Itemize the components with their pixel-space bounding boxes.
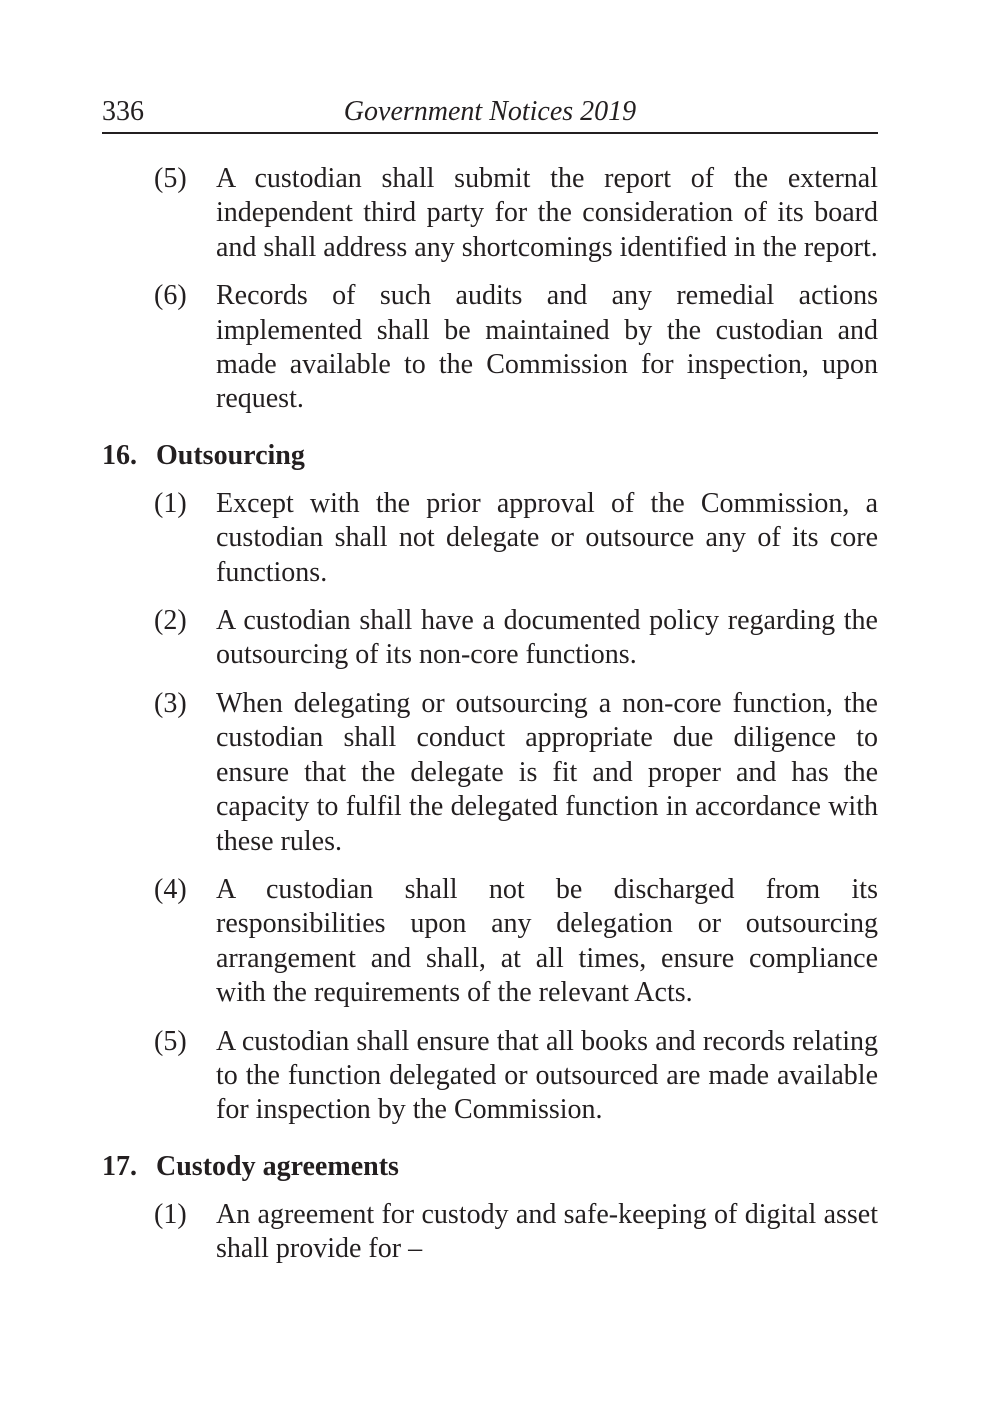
subsection bbox=[102, 1198, 878, 1267]
subsection bbox=[102, 873, 878, 1011]
subsection bbox=[102, 279, 878, 417]
subsection-text: A custodian shall ensure that all books and records relating to the function delegated or outsourced are made available for inspection by the Commission. bbox=[216, 1025, 878, 1126]
page-header bbox=[102, 92, 878, 134]
subsection-text: A custodian shall not be discharged from its responsibilities upon any delegation or outsourcing arrangement and shall, at all times, ensure compliance with the requirements of the relevant Acts. bbox=[216, 873, 878, 1009]
subsection-number: (6) bbox=[154, 280, 187, 312]
subsection-text: A custodian shall submit the report of the external independent third party for the consideration of its board and shall address any shortcomings identified in the report. bbox=[216, 163, 878, 263]
subsection bbox=[102, 162, 878, 265]
subsection-number: (1) bbox=[154, 1198, 187, 1230]
subsection-text: When delegating or outsourcing a non-core function, the custodian shall conduct appropriate due diligence to ensure that the delegate is fit and proper and has the capacity to fulfil the delegated function in accordance with these rules. bbox=[216, 687, 878, 857]
subsection-text: An agreement for custody and safe-keeping of digital asset shall provide for – bbox=[216, 1198, 878, 1265]
subsection bbox=[102, 1025, 878, 1128]
subsection-number: (2) bbox=[154, 605, 187, 637]
section-number: 17. bbox=[102, 1150, 137, 1182]
document-body bbox=[102, 162, 878, 1281]
subsection-number: (4) bbox=[154, 873, 187, 905]
section-heading bbox=[102, 439, 878, 473]
subsection-number: (5) bbox=[154, 163, 187, 194]
page-number: 336 bbox=[102, 96, 144, 127]
subsection bbox=[102, 487, 878, 590]
section-16 bbox=[102, 439, 878, 1128]
section-17 bbox=[102, 1150, 878, 1267]
continued-section bbox=[102, 162, 878, 417]
subsection-text: Records of such audits and any remedial actions implemented shall be maintained by the custodian and made available to the Commission for inspection, upon request. bbox=[216, 280, 878, 415]
section-title: Custody agreements bbox=[156, 1150, 399, 1182]
subsection-number: (1) bbox=[154, 487, 187, 519]
section-title: Outsourcing bbox=[156, 439, 305, 471]
subsection-number: (5) bbox=[154, 1025, 187, 1057]
subsection bbox=[102, 604, 878, 673]
section-heading bbox=[102, 1150, 878, 1184]
section-number: 16. bbox=[102, 439, 137, 471]
subsection bbox=[102, 687, 878, 859]
subsection-number: (3) bbox=[154, 687, 187, 719]
subsection-text: Except with the prior approval of the Commission, a custodian shall not delegate or outsource any of its core functions. bbox=[216, 487, 878, 588]
running-title: Government Notices 2019 bbox=[343, 96, 637, 127]
subsection-text: A custodian shall have a documented policy regarding the outsourcing of its non-core functions. bbox=[216, 605, 878, 671]
